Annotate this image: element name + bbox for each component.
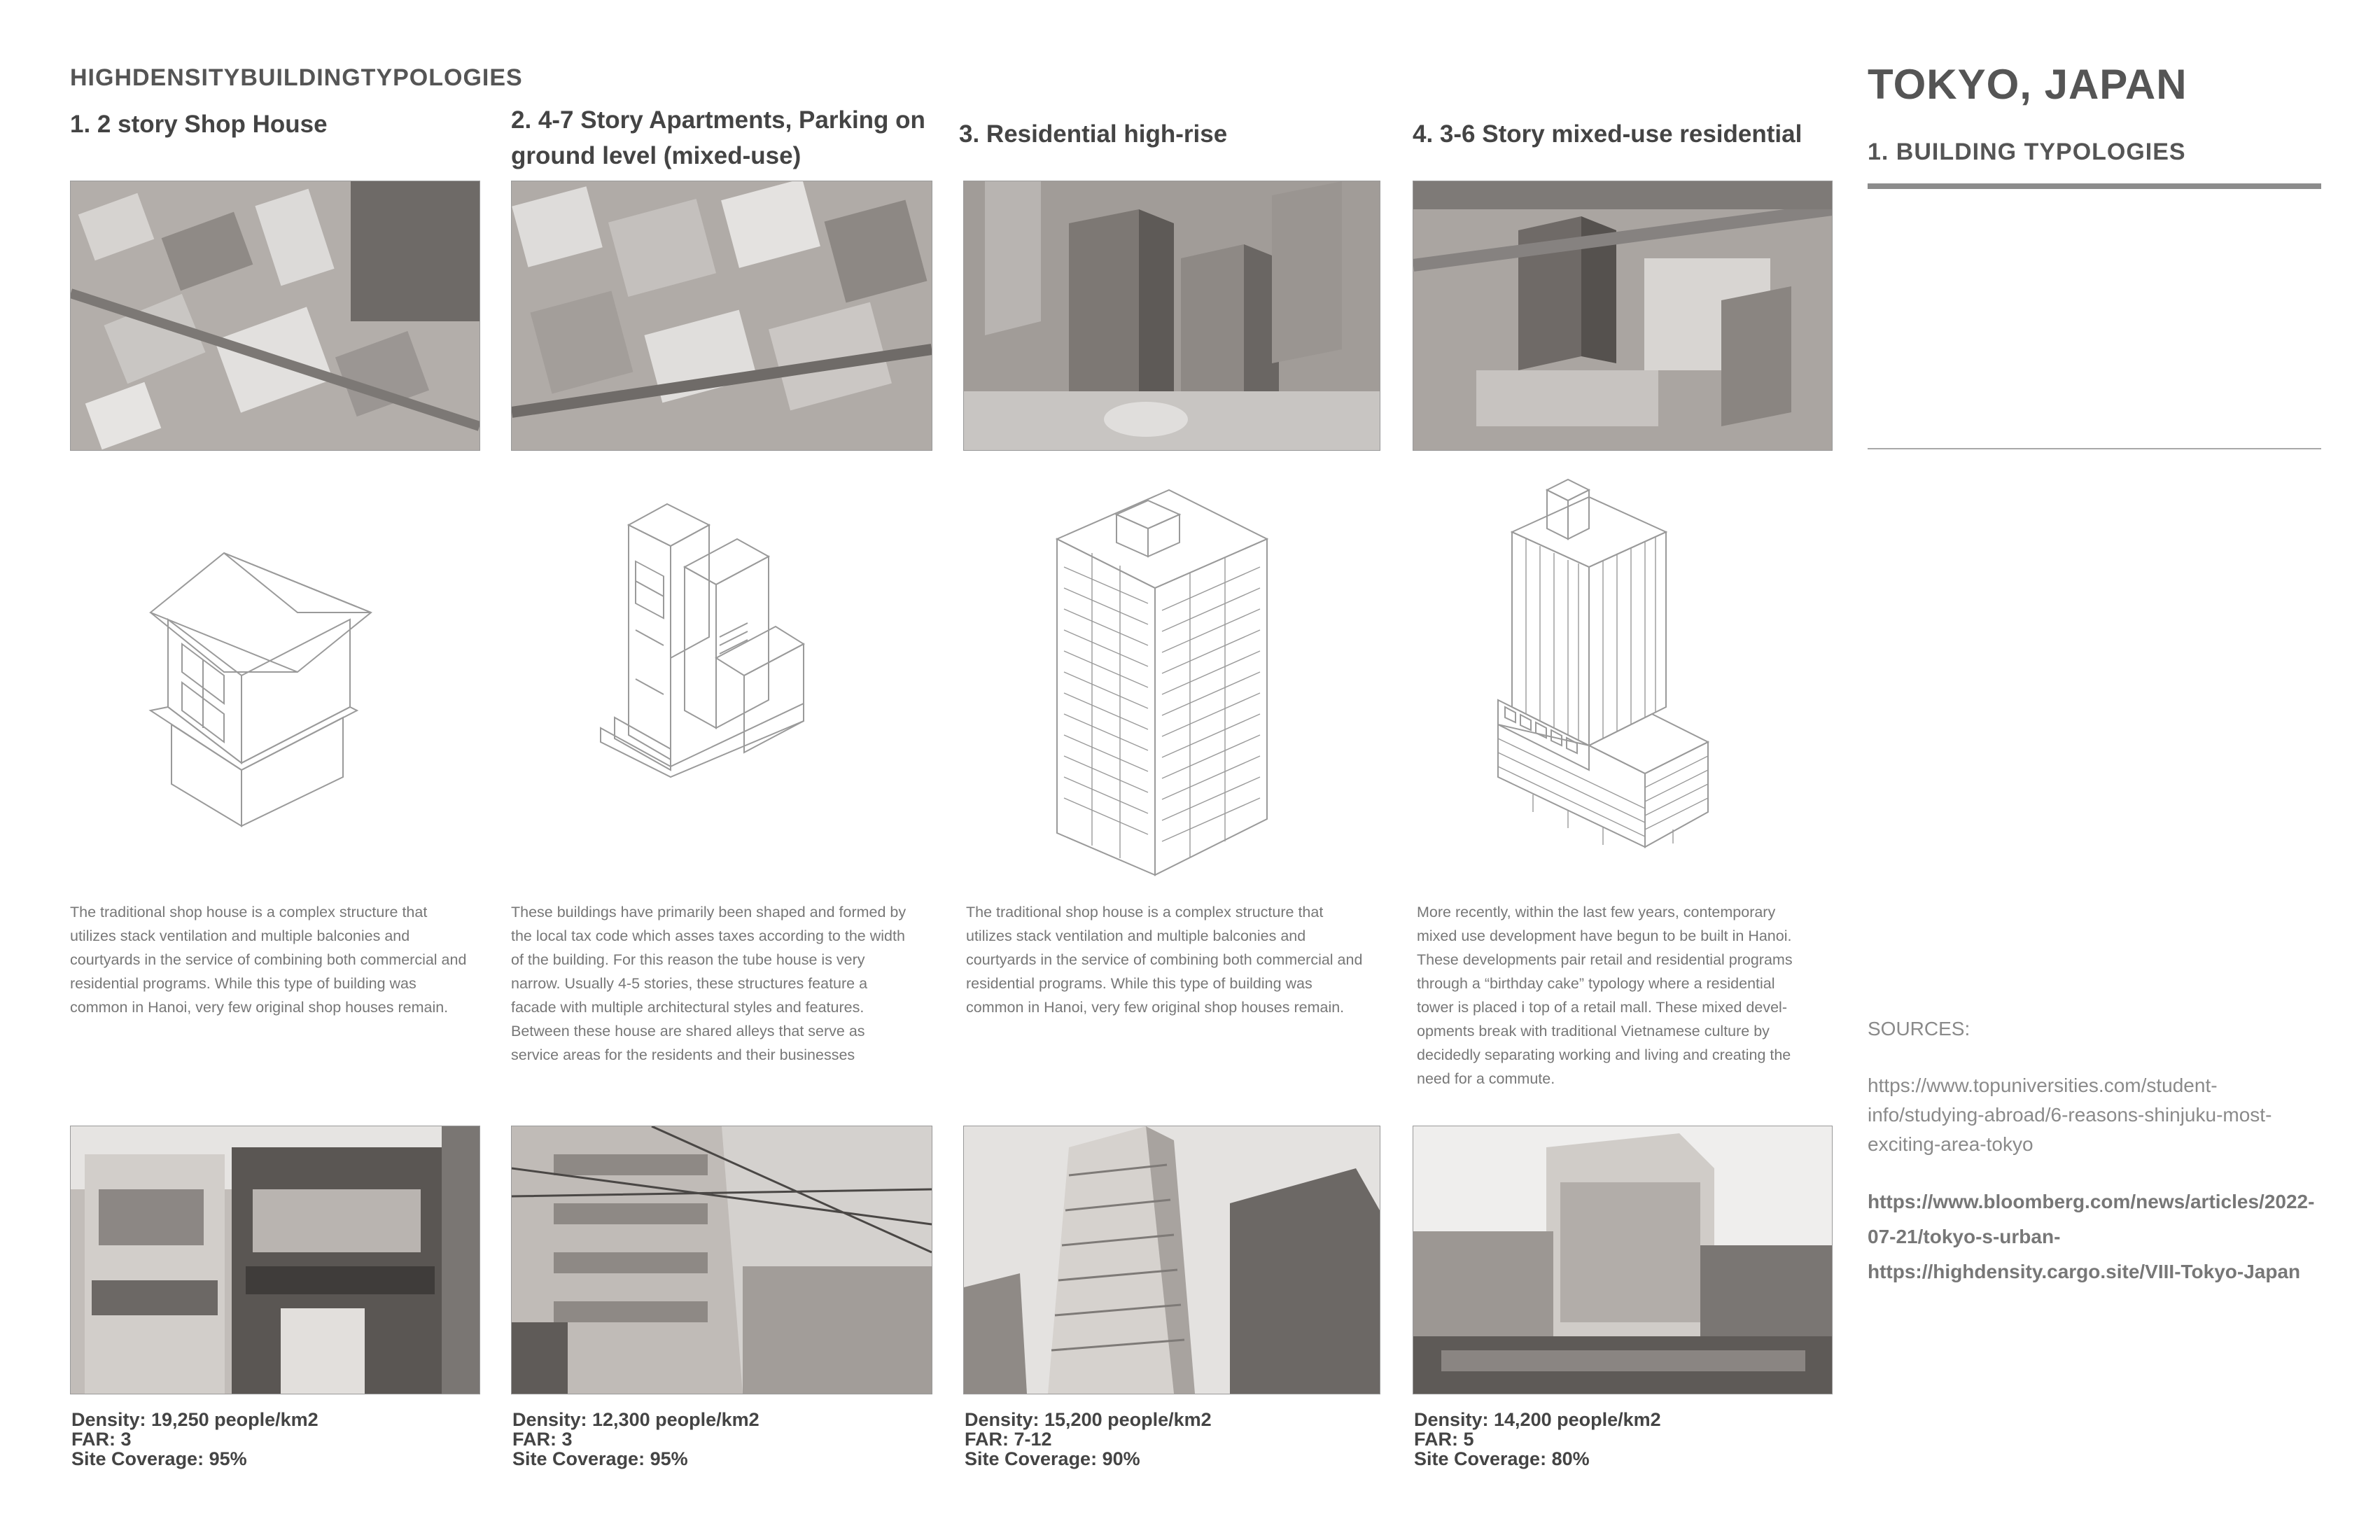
site-coverage-value: Site Coverage: 95%: [71, 1448, 247, 1469]
density-value: Density: 12,300 people/km2: [512, 1409, 760, 1430]
street-photo-icon: [964, 1126, 1380, 1394]
typology-stats-3: [965, 1410, 1212, 1469]
aerial-photo-3: [963, 181, 1380, 451]
typology-description-4: More recently, within the last few years, contemporary mixed use development have begun to be built in Hanoi. These developments pair retail and residential programs through a “birthday cake” typology where a residential tower is placed i top of a retail mall. These mixed devel-opments break with traditional Vietnamese culture by decidedly separating working and living and creating the need for a commute.: [1417, 904, 1793, 1087]
typology-stats-1: [71, 1410, 318, 1469]
site-coverage-value: Site Coverage: 95%: [512, 1448, 688, 1469]
typology-stats-2: [512, 1410, 760, 1469]
divider-thick: [1868, 183, 2321, 189]
density-value: Density: 19,250 people/km2: [71, 1409, 318, 1430]
street-photo-3: [963, 1126, 1380, 1394]
street-photo-2: [511, 1126, 932, 1394]
far-value: FAR: 3: [71, 1429, 132, 1450]
density-value: Density: 14,200 people/km2: [1414, 1409, 1661, 1430]
typology-stats-4: [1414, 1410, 1661, 1469]
typology-description-1: The traditional shop house is a complex structure that utilizes stack ventilation and multiple balconies and courtyards in the service of combining both commercial and residential programs. While this type of building was common in Hanoi, very few original shop houses remain.: [70, 904, 467, 1016]
aerial-photo-4: [1413, 181, 1833, 451]
aerial-photo-1: [70, 181, 480, 451]
aerial-photo-icon: [964, 181, 1380, 450]
sheet-title: HIGHDENSITYBUILDINGTYPOLOGIES: [70, 64, 523, 91]
typology-description-2: These buildings have primarily been shaped and formed by the local tax code which asses taxes according to the width of the building. For this reason the tube house is very narrow. Usually 4-5 stories, these structures feature a facade with multiple architectural styles and features. Between these house are shared alleys that serve as service areas for the residents and their businesses: [511, 904, 906, 1063]
street-photo-icon: [71, 1126, 479, 1394]
typology-title-1: 1. 2 story Shop House: [70, 111, 328, 138]
far-value: FAR: 5: [1414, 1429, 1474, 1450]
aerial-photo-2: [511, 181, 932, 451]
source-link-2a[interactable]: https://www.bloomberg.com/news/articles/2022-07-21/tokyo-s-urban-: [1868, 1191, 2315, 1247]
sources-heading: SOURCES:: [1868, 1018, 1970, 1040]
street-photo-icon: [512, 1126, 932, 1394]
street-photo-4: [1413, 1126, 1833, 1394]
typology-title-3: 3. Residential high-rise: [959, 120, 1228, 148]
source-link-1[interactable]: https://www.topuniversities.com/student-info/studying-abroad/6-reasons-shinjuku-most-exciting-area-tokyo: [1868, 1074, 2272, 1155]
typology-description-3: The traditional shop house is a complex structure that utilizes stack ventilation and multiple balconies and courtyards in the service of combining both commercial and residential programs. While this type of building was common in Hanoi, very few original shop houses remain.: [966, 904, 1363, 1016]
city-title: TOKYO, JAPAN: [1868, 61, 2188, 108]
high-rise-axonometric-icon: [1050, 483, 1274, 868]
street-photo-icon: [1413, 1126, 1832, 1394]
source-links-2: [1868, 1184, 2315, 1289]
density-value: Density: 15,200 people/km2: [965, 1409, 1212, 1430]
far-value: FAR: 7-12: [965, 1429, 1052, 1450]
divider-thin: [1868, 448, 2321, 449]
aerial-photo-icon: [1413, 181, 1832, 450]
site-coverage-value: Site Coverage: 80%: [1414, 1448, 1590, 1469]
source-link-2b[interactable]: https://highdensity.cargo.site/VIII-Tokyo-Japan: [1868, 1261, 2301, 1282]
section-subtitle: 1. BUILDING TYPOLOGIES: [1868, 139, 2186, 165]
mixed-use-tower-axonometric-icon: [1498, 476, 1722, 868]
aerial-photo-icon: [71, 181, 479, 450]
apartment-axonometric-icon: [594, 497, 832, 777]
typology-title-4: 4. 3-6 Story mixed-use residential: [1413, 120, 1802, 148]
shop-house-axonometric-icon: [140, 546, 378, 826]
site-coverage-value: Site Coverage: 90%: [965, 1448, 1140, 1469]
aerial-photo-icon: [512, 181, 932, 450]
street-photo-1: [70, 1126, 480, 1394]
far-value: FAR: 3: [512, 1429, 573, 1450]
typology-title-2: 2. 4-7 Story Apartments, Parking on ground level (mixed-use): [511, 106, 925, 169]
